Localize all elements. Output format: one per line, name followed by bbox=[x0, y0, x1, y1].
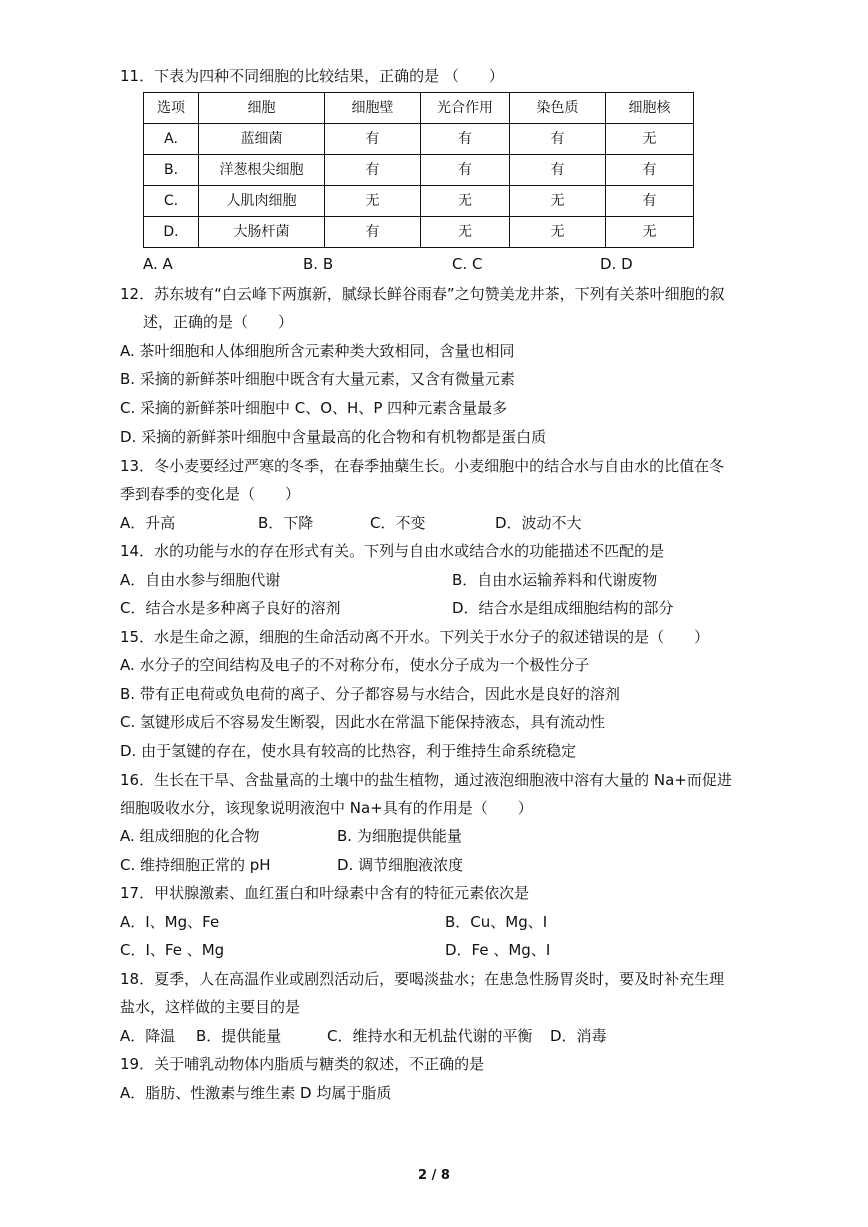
table-cell: 有 bbox=[421, 155, 510, 186]
q15-option-c: C. 氢键形成后不容易发生断裂，因此水在常温下能保持液态，具有流动性 bbox=[120, 713, 606, 731]
page-number: 2 / 8 bbox=[418, 1168, 450, 1183]
q16-option-a: A. 组成细胞的化合物 bbox=[120, 827, 260, 845]
q12-option-d: D. 采摘的新鲜茶叶细胞中含量最高的化合物和有机物都是蛋白质 bbox=[120, 428, 547, 446]
q17-option-b: B．Cu、Mg、I bbox=[445, 913, 548, 931]
q14-option-c: C．结合水是多种离子良好的溶剂 bbox=[120, 599, 341, 617]
q18-option-d: D．消毒 bbox=[550, 1027, 607, 1045]
q16-option-b: B. 为细胞提供能量 bbox=[337, 827, 462, 845]
q13-option-b: B．下降 bbox=[258, 514, 314, 532]
table-header-row bbox=[144, 93, 694, 124]
table-cell: 有 bbox=[510, 155, 606, 186]
q18-option-c: C．维持水和无机盐代谢的平衡 bbox=[327, 1027, 533, 1045]
table-cell: 有 bbox=[606, 155, 694, 186]
table-cell: 洋葱根尖细胞 bbox=[199, 155, 325, 186]
table-cell: 无 bbox=[510, 217, 606, 248]
q18-option-b: B．提供能量 bbox=[196, 1027, 282, 1045]
q12-option-a: A. 茶叶细胞和人体细胞所含元素种类大致相同，含量也相同 bbox=[120, 342, 515, 360]
q18-option-a: A．降温 bbox=[120, 1027, 176, 1045]
table-row bbox=[144, 186, 694, 217]
q15-option-d: D. 由于氢键的存在，使水具有较高的比热容，利于维持生命系统稳定 bbox=[120, 742, 577, 760]
table-cell: 无 bbox=[510, 186, 606, 217]
table-header-cell: 光合作用 bbox=[421, 93, 510, 124]
table-cell: D. bbox=[144, 217, 199, 248]
q12-stem-cont: 述，正确的是（ ） bbox=[143, 313, 294, 331]
q17-option-a: A．I、Mg、Fe bbox=[120, 913, 220, 931]
table-cell: 无 bbox=[606, 124, 694, 155]
table-cell: B. bbox=[144, 155, 199, 186]
table-cell: 有 bbox=[325, 124, 421, 155]
q19-option-a: A．脂肪、性激素与维生素 D 均属于脂质 bbox=[120, 1084, 392, 1102]
q17-option-d: D．Fe 、Mg、I bbox=[445, 941, 551, 959]
q13-option-a: A．升高 bbox=[120, 514, 176, 532]
q11-stem: 11．下表为四种不同细胞的比较结果，正确的是 （ ） bbox=[120, 67, 504, 85]
table-header-cell: 细胞壁 bbox=[325, 93, 421, 124]
q13-stem: 13．冬小麦要经过严寒的冬季，在春季抽蘖生长。小麦细胞中的结合水与自由水的比值在冬 bbox=[120, 457, 725, 475]
q14-option-b: B．自由水运输养料和代谢废物 bbox=[452, 571, 658, 589]
q12-option-c: C. 采摘的新鲜茶叶细胞中 C、O、H、P 四种元素含量最多 bbox=[120, 399, 508, 417]
table-header-cell: 细胞核 bbox=[606, 93, 694, 124]
table-cell: 有 bbox=[325, 155, 421, 186]
table-header-cell: 染色质 bbox=[510, 93, 606, 124]
table-cell: 大肠杆菌 bbox=[199, 217, 325, 248]
q13-option-d: D．波动不大 bbox=[495, 514, 582, 532]
q16-stem-cont: 细胞吸收水分，该现象说明液泡中 Na+具有的作用是（ ） bbox=[120, 799, 533, 817]
q16-option-c: C. 维持细胞正常的 pH bbox=[120, 856, 271, 874]
table-row bbox=[144, 155, 694, 186]
table-cell: 有 bbox=[325, 217, 421, 248]
q15-option-b: B. 带有正电荷或负电荷的离子、分子都容易与水结合，因此水是良好的溶剂 bbox=[120, 685, 620, 703]
table-row bbox=[144, 217, 694, 248]
table-cell: 无 bbox=[606, 217, 694, 248]
q15-option-a: A. 水分子的空间结构及电子的不对称分布，使水分子成为一个极性分子 bbox=[120, 656, 590, 674]
q14-option-d: D．结合水是组成细胞结构的部分 bbox=[452, 599, 674, 617]
q17-option-c: C．I、Fe 、Mg bbox=[120, 941, 225, 959]
q11-option-c: C. C bbox=[452, 255, 483, 273]
q15-stem: 15．水是生命之源，细胞的生命活动离不开水。下列关于水分子的叙述错误的是（ ） bbox=[120, 628, 710, 646]
q17-stem: 17．甲状腺激素、血红蛋白和叶绿素中含有的特征元素依次是 bbox=[120, 884, 530, 902]
q11-option-d: D. D bbox=[600, 255, 633, 273]
q18-stem-cont: 盐水，这样做的主要目的是 bbox=[120, 998, 301, 1016]
table-row bbox=[144, 124, 694, 155]
table-cell: 无 bbox=[421, 217, 510, 248]
table-header-cell: 选项 bbox=[144, 93, 199, 124]
table-cell: 有 bbox=[421, 124, 510, 155]
q11-option-b: B. B bbox=[303, 255, 334, 273]
q11-comparison-table bbox=[143, 92, 694, 248]
table-cell: 无 bbox=[421, 186, 510, 217]
table-cell: C. bbox=[144, 186, 199, 217]
q11-option-a: A. A bbox=[143, 255, 173, 273]
q12-option-b: B. 采摘的新鲜茶叶细胞中既含有大量元素，又含有微量元素 bbox=[120, 370, 515, 388]
q13-option-c: C．不变 bbox=[370, 514, 426, 532]
table-cell: 人肌肉细胞 bbox=[199, 186, 325, 217]
table-cell: A. bbox=[144, 124, 199, 155]
q14-stem: 14．水的功能与水的存在形式有关。下列与自由水或结合水的功能描述不匹配的是 bbox=[120, 542, 665, 560]
table-header-cell: 细胞 bbox=[199, 93, 325, 124]
q18-stem: 18．夏季，人在高温作业或剧烈活动后，要喝淡盐水；在患急性肠胃炎时，要及时补充生理 bbox=[120, 970, 725, 988]
table-cell: 无 bbox=[325, 186, 421, 217]
q12-stem: 12．苏东坡有“白云峰下两旗新，腻绿长鲜谷雨春”之句赞美龙井茶，下列有关茶叶细胞的叙 bbox=[120, 285, 725, 303]
table-cell: 蓝细菌 bbox=[199, 124, 325, 155]
table-cell: 有 bbox=[606, 186, 694, 217]
q14-option-a: A．自由水参与细胞代谢 bbox=[120, 571, 281, 589]
table-cell: 有 bbox=[510, 124, 606, 155]
q13-stem-cont: 季到春季的变化是（ ） bbox=[120, 485, 301, 503]
q16-stem: 16．生长在干旱、含盐量高的土壤中的盐生植物，通过液泡细胞液中溶有大量的 Na+而促进 bbox=[120, 771, 732, 789]
q16-option-d: D. 调节细胞液浓度 bbox=[337, 856, 464, 874]
q19-stem: 19．关于哺乳动物体内脂质与糖类的叙述，不正确的是 bbox=[120, 1055, 485, 1073]
